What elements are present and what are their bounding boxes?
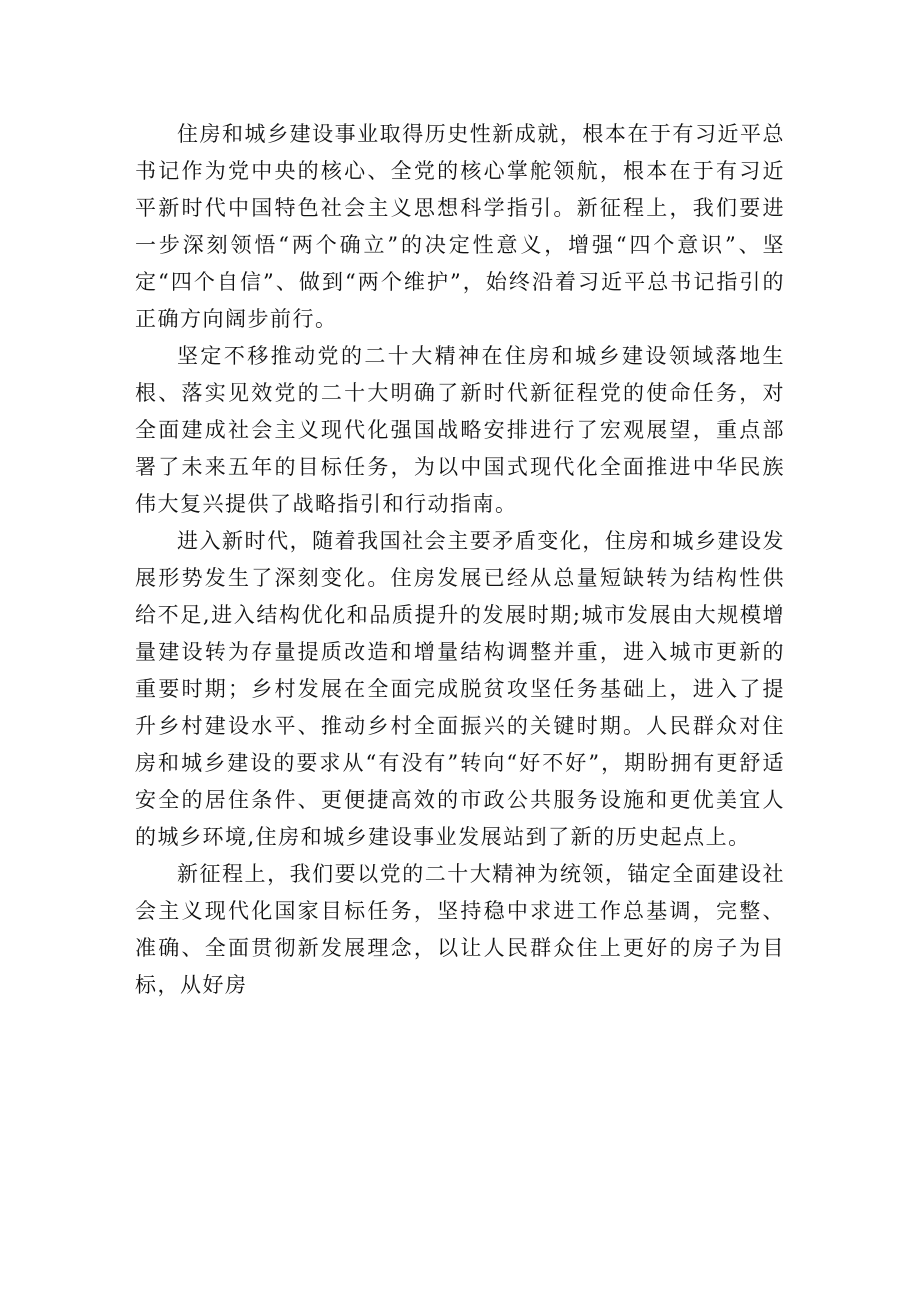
paragraph-4: 新征程上，我们要以党的二十大精神为统领，锚定全面建设社会主义现代化国家目标任务，坚持稳中求进工作总基调，完整、准确、全面贯彻新发展理念，以让人民群众住上更好的房子为目标，从好房 xyxy=(135,862,785,997)
document-body xyxy=(135,116,785,1004)
paragraph-3: 进入新时代，随着我国社会主要矛盾变化，住房和城乡建设发展形势发生了深刻变化。住房发展已经从总量短缺转为结构性供给不足,进入结构优化和品质提升的发展时期;城市发展由大规模增量建设转为存量提质改造和增量结构调整并重，进入城市更新的重要时期；乡村发展在全面完成脱贫攻坚任务基础上，进入了提升乡村建设水平、推动乡村全面振兴的关键时期。人民群众对住房和城乡建设的要求从“有没有”转向“好不好”，期盼拥有更舒适安全的居住条件、更便捷高效的市政公共服务设施和更优美宜人的城乡环境,住房和城乡建设事业发展站到了新的历史起点上。 xyxy=(135,529,785,849)
paragraph-1: 住房和城乡建设事业取得历史性新成就，根本在于有习近平总书记作为党中央的核心、全党的核心掌舵领航，根本在于有习近平新时代中国特色社会主义思想科学指引。新征程上，我们要进一步深刻领悟“两个确立”的决定性意义，增强“四个意识”、坚定“四个自信”、做到“两个维护”，始终沿着习近平总书记指引的正确方向阔步前行。 xyxy=(135,122,785,331)
paragraph-2: 坚定不移推动党的二十大精神在住房和城乡建设领域落地生根、落实见效党的二十大明确了新时代新征程党的使命任务，对全面建成社会主义现代化强国战略安排进行了宏观展望，重点部署了未来五年的目标任务，为以中国式现代化全面推进中华民族伟大复兴提供了战略指引和行动指南。 xyxy=(135,344,785,516)
